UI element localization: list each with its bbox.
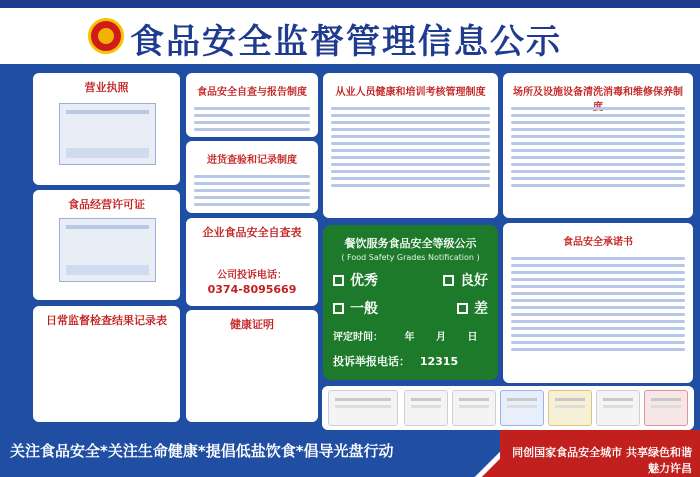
self-inspection-panel — [186, 218, 318, 306]
header-top-bar — [0, 0, 700, 8]
self-inspection-title: 企业食品安全自查表 — [202, 226, 302, 239]
report-label: 投诉举报电话： — [333, 355, 410, 368]
complaint-phone: 0374-8095669 — [207, 283, 297, 296]
grade-checkbox — [333, 303, 344, 314]
purchase-rules-title: 进货查验和记录制度 — [207, 155, 297, 166]
complaint-label: 公司投诉电话： — [217, 270, 287, 281]
header — [0, 0, 700, 64]
health-certificate-panel — [186, 310, 318, 422]
footer-right — [500, 430, 700, 477]
business-license-image — [59, 103, 156, 165]
equipment-rules-panel — [503, 73, 693, 218]
inspection-results-title: 日常监督检查结果记录表 — [46, 314, 167, 327]
food-safety-grade-card — [323, 225, 498, 380]
footer-left — [0, 430, 500, 477]
food-license-title: 食品经营许可证 — [68, 198, 145, 211]
purchase-rules-panel — [186, 141, 318, 213]
certificate-image — [328, 390, 398, 426]
certificate-image — [452, 390, 496, 426]
grade-row-2 — [333, 298, 488, 318]
complaint-block — [192, 266, 312, 296]
page-title: 食品安全监督管理信息公示 — [130, 22, 562, 62]
promise-title: 食品安全承诺书 — [563, 237, 633, 248]
certificate-image — [596, 390, 640, 426]
assessment-line — [333, 328, 488, 343]
purchase-rules-text — [194, 171, 310, 205]
grade-checkbox — [443, 275, 454, 286]
certificate-image — [644, 390, 688, 426]
report-line — [333, 353, 488, 369]
grade-label-poor: 差 — [474, 301, 488, 317]
report-phone: 12315 — [419, 355, 459, 368]
grade-card-subtitle: ( Food Safety Grades Notification ) — [341, 253, 480, 262]
personnel-rules-title: 从业人员健康和培训考核管理制度 — [335, 87, 486, 98]
certificates-strip — [322, 386, 694, 430]
grade-fair — [333, 298, 378, 318]
certificate-image — [404, 390, 448, 426]
food-license-panel — [33, 190, 180, 300]
assessment-month: 月 — [435, 332, 446, 343]
footer-right-text: 同创国家食品安全城市 共享绿色和谐魅力许昌 — [512, 446, 692, 475]
certificate-image — [548, 390, 592, 426]
grade-excellent — [333, 270, 378, 290]
personnel-rules-panel — [323, 73, 498, 218]
assessment-year: 年 — [404, 332, 415, 343]
equipment-rules-title: 场所及设施设备清洗消毒和维修保养制 — [513, 87, 683, 98]
police-emblem-icon — [88, 18, 124, 54]
grade-checkbox — [333, 275, 344, 286]
footer-left-text: 关注食品安全*关注生命健康*提倡低盐饮食*倡导光盘行动 — [10, 442, 394, 460]
grade-label-good: 良好 — [460, 273, 488, 289]
inspection-results-panel — [33, 306, 180, 422]
promise-text — [511, 253, 685, 375]
self-report-rules-title: 食品安全自查与报告制度 — [197, 87, 307, 98]
grade-row-1 — [333, 270, 488, 290]
grade-checkbox — [457, 303, 468, 314]
promise-panel — [503, 223, 693, 383]
assessment-day: 日 — [467, 332, 478, 343]
health-certificate-title: 健康证明 — [230, 318, 274, 331]
equipment-rules-text — [511, 103, 685, 210]
assessment-label: 评定时间： — [333, 332, 383, 343]
grade-good — [443, 270, 488, 290]
grade-poor — [457, 298, 488, 318]
grade-label-excellent: 优秀 — [350, 273, 378, 289]
certificate-image — [500, 390, 544, 426]
business-license-title: 营业执照 — [84, 81, 129, 94]
self-report-rules-text — [194, 103, 310, 129]
food-license-image — [59, 218, 156, 282]
personnel-rules-text — [331, 103, 490, 210]
grade-card-title: 餐饮服务食品安全等级公示 — [344, 237, 477, 250]
self-report-rules-panel — [186, 73, 318, 137]
grade-label-fair: 一般 — [350, 301, 378, 317]
business-license-panel — [33, 73, 180, 185]
